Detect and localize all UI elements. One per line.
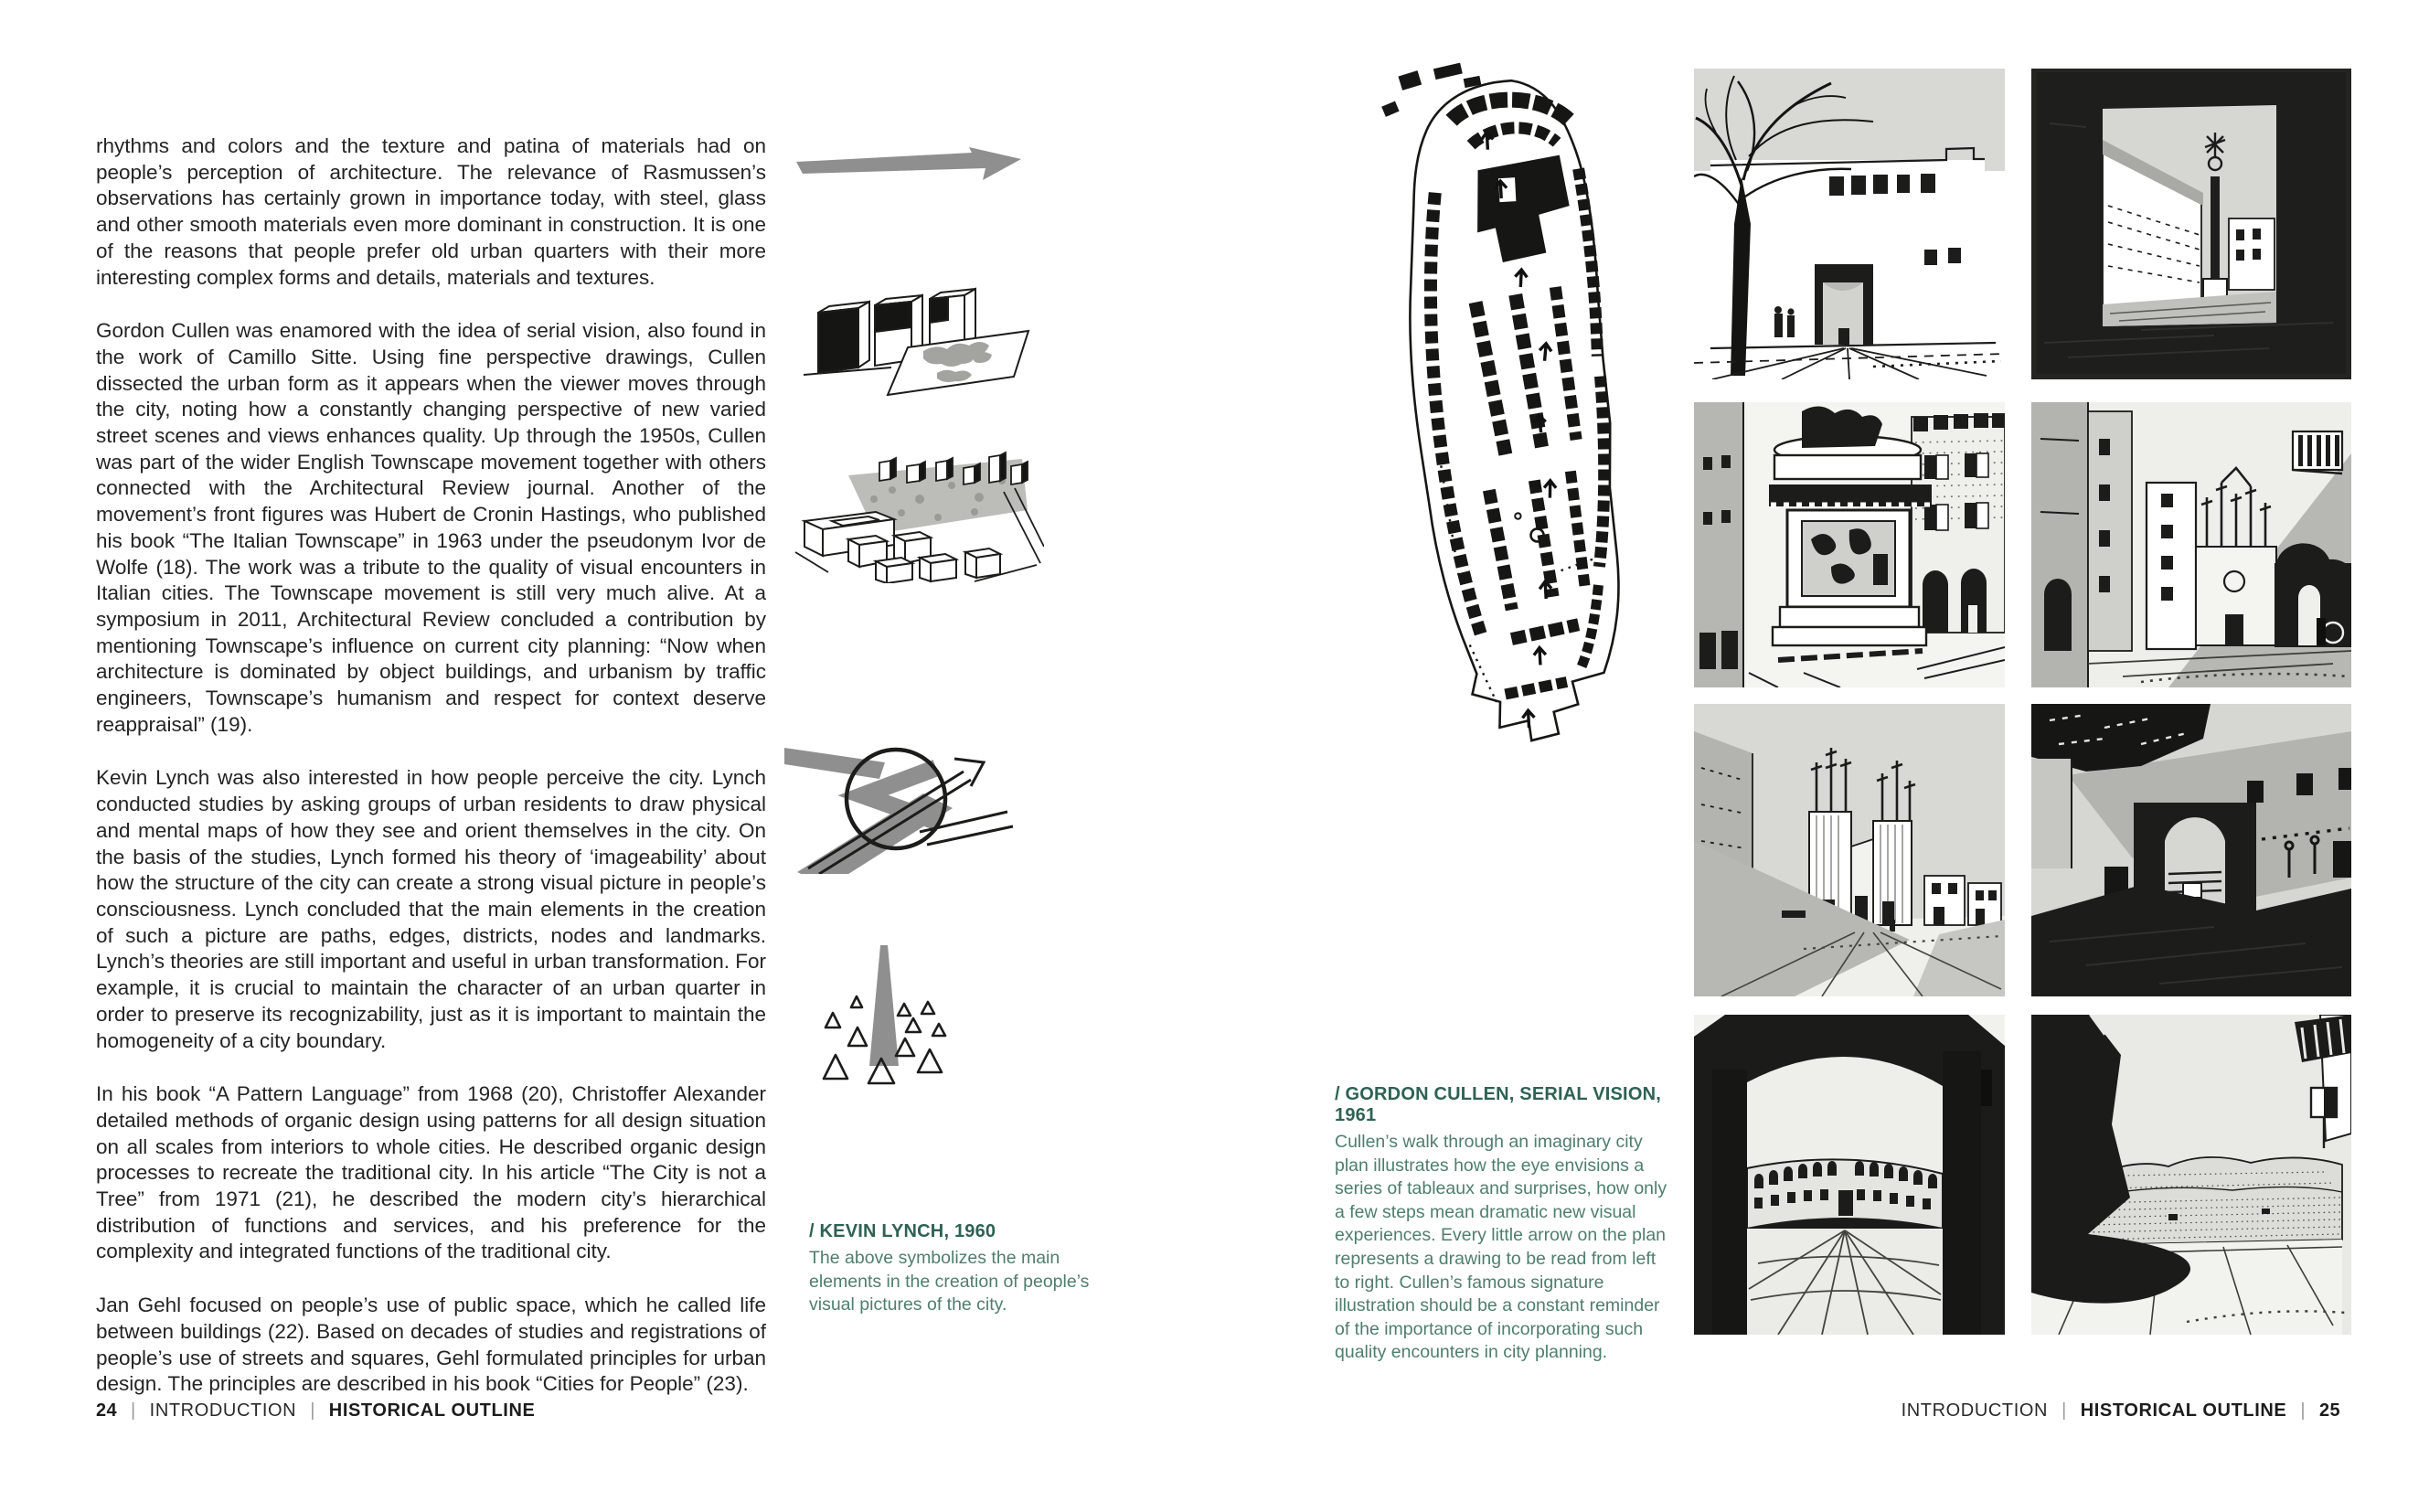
left-footer-section: INTRODUCTION	[149, 1400, 297, 1421]
sketch-arch-framing-column-drawing	[2031, 69, 2351, 379]
right-footer-section: INTRODUCTION	[1901, 1400, 2049, 1421]
slab-buildings-diagram	[800, 263, 1045, 400]
paragraph-gehl: Jan Gehl focused on people’s use of public space, which he called life between buildings (22). Based on decades of studies and registrations of people’s use of streets and squares, Gehl formulated principles for urban design. The principles are described in his book “Cities for People” (23).	[96, 1294, 766, 1396]
sketch-arch-framing-column	[2031, 69, 2351, 379]
right-page-number: 25	[2318, 1400, 2340, 1421]
kevin-lynch-caption-title: / KEVIN LYNCH, 1960	[809, 1221, 996, 1241]
paragraph-alexander: In his book “A Pattern Language” from 1968 (20), Christoffer Alexander detailed methods of organic design using patterns for all design situation on all scales from interiors to whole cities. He described organic design processes to recreate the traditional city. In his article “The City is not a Tree” from 1971 (21), he described the modern city’s hierarchical distribution of functions and services, and his preference for the complexity and integrated functions of the traditional city.	[96, 1082, 766, 1263]
sketch-view-to-landscape-drawing	[2031, 1015, 2351, 1335]
sketch-arch-crescent-arcade-drawing	[1694, 1015, 2005, 1335]
left-text-column	[96, 133, 766, 1425]
gordon-cullen-caption	[1335, 1084, 1667, 1365]
footer-separator: |	[2061, 1400, 2067, 1421]
arrow-icon	[793, 146, 1041, 186]
lynch-elements-diagram	[784, 735, 1024, 874]
city-blocks-drawing	[792, 444, 1044, 583]
slab-buildings-drawing	[800, 263, 1045, 400]
footer-separator: |	[131, 1400, 136, 1421]
footer-separator: |	[310, 1400, 315, 1421]
sketch-grey-wall-arch	[2031, 704, 2351, 996]
sketch-tree-and-gateway	[1694, 69, 2005, 379]
gordon-cullen-caption-body: Cullen’s walk through an imaginary city plan illustrates how the eye envisions a series of tableaux and surprises, how only a few steps mean dramatic new visual experiences. Every little arrow on the plan represents a drawing to be read from left to right. Cullen’s famous signature illustration should be a constant reminder of the importance of incorporating such quality encounters in city planning.	[1335, 1132, 1667, 1363]
paragraph-rasmussen: rhythms and colors and the texture and patina of materials had on people’s perception of architecture. The relevance of Rasmussen’s observations has certainly grown in importance today, with steel, glass and other smooth materials even more dominant in construction. It is one of the reasons that people prefer old urban quarters with their more interesting complex forms and details, materials and textures.	[96, 134, 766, 289]
sketch-tree-and-gateway-drawing	[1694, 69, 2005, 379]
cullen-city-plan-drawing	[1373, 60, 1675, 748]
sketch-view-to-landscape	[2031, 1015, 2351, 1335]
left-page-number: 24	[96, 1400, 118, 1421]
serial-vision-arrow-diagram	[793, 146, 1041, 186]
sketch-monument-shrine	[1694, 402, 2005, 687]
left-footer	[96, 1400, 535, 1421]
city-blocks-diagram	[792, 444, 1044, 583]
right-footer-chapter: HISTORICAL OUTLINE	[2080, 1400, 2287, 1421]
lynch-elements-drawing	[784, 735, 1024, 874]
kevin-lynch-caption-body: The above symbolizes the main elements in the creation of people’s visual pictures of the city.	[809, 1248, 1090, 1315]
paragraph-cullen: Gordon Cullen was enamored with the idea of serial vision, also found in the work of Camillo Sitte. Using fine perspective drawings, Cullen dissected the urban form as it appears when the viewer moves through the city, noting how a constantly changing perspective of new varied street scenes and views enhances quality. Up through the 1950s, Cullen was part of the wider English Townscape movement together with others connected with the Architectural Review journal. Another of the movement’s front figures was Hubert de Cronin Hastings, who published his book “The Italian Townscape” in 1963 under the pseudonym Ivor de Wolfe (18). The work was a tribute to the quality of visual encounters in Italian cities. The Townscape movement is still very much alive. At a symposium in 2011, Architectural Review concluded a contribution by mentioning Townscape’s influence on current city planning: “Now when architecture is dominated by object buildings, and urbanism by traffic engineers, Townscape’s humanism and respect for context deserve reappraisal” (19).	[96, 319, 766, 736]
sketch-cathedral-square	[1694, 704, 2005, 996]
sketch-monument-shrine-drawing	[1694, 402, 2005, 687]
sketch-arch-crescent-arcade	[1694, 1015, 2005, 1335]
landmark-triangles-diagram	[816, 943, 959, 1117]
sketch-street-toward-church-drawing	[2031, 402, 2351, 687]
sketch-street-toward-church	[2031, 402, 2351, 687]
right-footer	[1902, 1400, 2340, 1421]
kevin-lynch-caption	[809, 1221, 1111, 1317]
sketch-grey-wall-arch-drawing	[2031, 704, 2351, 996]
left-footer-chapter: HISTORICAL OUTLINE	[328, 1400, 536, 1421]
sketch-cathedral-square-drawing	[1694, 704, 2005, 996]
footer-separator: |	[2300, 1400, 2306, 1421]
landmark-triangles-drawing	[816, 943, 959, 1117]
gordon-cullen-caption-title: / GORDON CULLEN, SERIAL VISION, 1961	[1335, 1084, 1661, 1125]
paragraph-lynch: Kevin Lynch was also interested in how people perceive the city. Lynch conducted studies by asking groups of urban residents to draw physical and mental maps of how they see and orient themselves in the city. On the basis of the studies, Lynch formed his theory of ‘imageability’ about how the structure of the city can create a strong visual picture in people’s consciousness. Lynch concluded that the main elements in the creation of such a picture are paths, edges, districts, nodes and landmarks. Lynch’s theories are still important and useful in urban transformation. For example, it is crucial to maintain the character of an urban quarter in order to preserve its recognizability, just as it is important to maintain the homogeneity of a city boundary.	[96, 766, 766, 1052]
cullen-city-plan	[1373, 60, 1675, 748]
